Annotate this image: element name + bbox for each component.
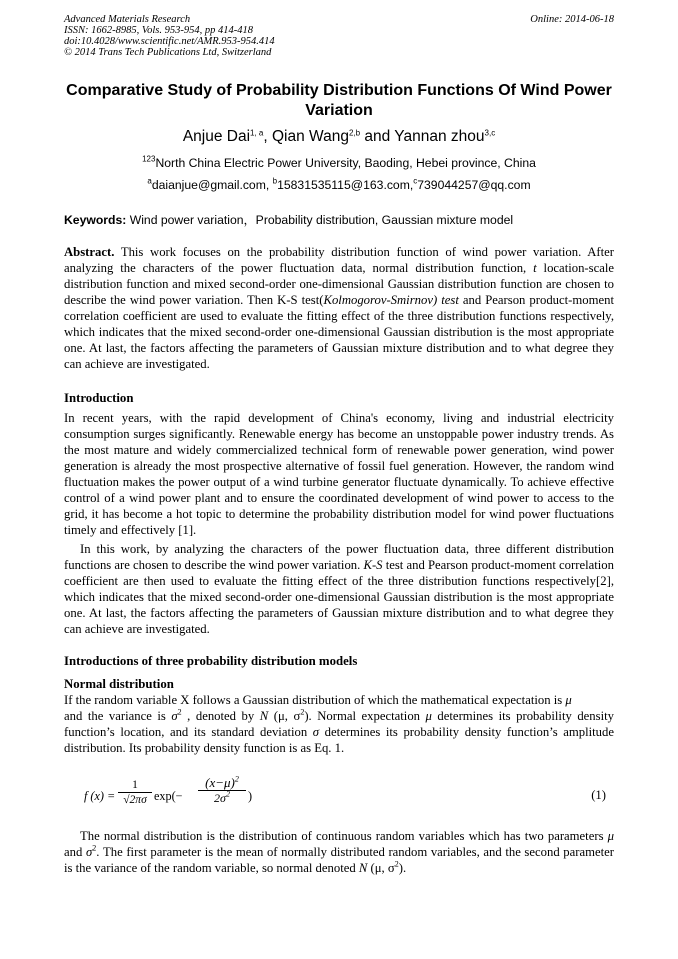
email-b-sup: b (272, 176, 278, 186)
n-close-2: ) (398, 861, 403, 875)
journal-copyright: © 2014 Trans Tech Publications Ltd, Switzerland (64, 47, 272, 58)
eq-close: ) (248, 789, 253, 803)
abstract-t: t (533, 261, 537, 275)
author-1-sup: 1, a (250, 128, 264, 138)
section2-heading: Introductions of three probability distribution models (64, 654, 358, 668)
nd-text-e: determines its probability density function’s location, and its standard deviation (64, 709, 614, 739)
author-3-sup: 3,c (484, 128, 496, 138)
n-symbol-2: N (358, 861, 368, 875)
eq-frac1-num: 1 (118, 779, 152, 793)
nd-text-f: determines its probability density function’s amplitude distribution. Its probability density function is as Eq. 1. (64, 725, 614, 755)
n-args-2: (μ, σ (367, 861, 395, 875)
n-args: (μ, σ (268, 709, 301, 723)
affiliation (60, 156, 618, 171)
journal-doi: doi:10.4028/www.scientific.net/AMR.953-954.414 (64, 36, 275, 47)
keywords-text: Wind power variation，Probability distribution, Gaussian mixture model (126, 213, 514, 227)
journal-issn: ISSN: 1662-8985, Vols. 953-954, pp 414-418 (64, 25, 253, 36)
nd-text-c: , denoted by (181, 709, 260, 723)
affiliation-sup: 123 (142, 154, 156, 164)
introduction-paragraph-2 (64, 541, 614, 637)
email-a-sup: a (147, 176, 152, 186)
email-b[interactable]: 15831535115@163.com, (277, 178, 414, 192)
author-3: Yannan zhou (394, 128, 485, 145)
keywords-label: Keywords: (64, 213, 127, 227)
abstract-text-2: location-scale distribution function and mixed second-order one-dimensional Gaussian distribution function are chosen to describe the wind power variation. Then K-S test( (64, 261, 615, 307)
email-line (60, 178, 618, 193)
journal-name: Advanced Materials Research (64, 14, 191, 25)
nd2-text-d: . (402, 861, 407, 875)
online-date: Online: 2014-06-18 (530, 14, 614, 25)
author-line: Anjue Dai$^{1, a}$, Qian Wang$^{2,b}$ and Yannan zhou$^{3,c}$ (182, 128, 496, 145)
abstract-text-1: This work focuses on the probability distribution function of wind power variation. After analyzing the characters of the power fluctuation data, normal distribution function, (64, 245, 614, 275)
introduction-heading: Introduction (64, 391, 134, 405)
eq-frac2-num-sup: 2 (234, 774, 239, 784)
abstract-label: Abstract. (64, 245, 115, 259)
abstract-ks: Kolmogorov-Smirnov) test (323, 293, 459, 307)
normal-distribution-paragraph (64, 692, 614, 756)
sigma-symbol: σ (171, 709, 178, 723)
abstract (64, 244, 614, 372)
mu-symbol-3: μ (607, 829, 614, 843)
paper-title: Comparative Study of Probability Distribution Functions Of Wind Power Variation (66, 82, 612, 119)
intro-p2-ks: K-S (363, 558, 383, 572)
affiliation-text: North China Electric Power University, Baoding, Hebei province, China (155, 156, 536, 170)
eq-frac2-den-sup: 2 (225, 789, 230, 799)
n-symbol: N (259, 709, 269, 723)
eq-lhs: f (x) = (84, 789, 116, 803)
normal-distribution-heading: Normal distribution (64, 677, 174, 691)
square-sup-3: 2 (92, 843, 97, 853)
author-2-sup: 2,b (348, 128, 361, 138)
eq-fraction-1 (118, 779, 152, 807)
eq-frac1-den: √2πσ (123, 794, 147, 806)
normal-distribution-paragraph-2 (64, 828, 614, 876)
nd-text-b: and the variance is (64, 709, 172, 723)
eq-frac2-num-text: (x−μ) (205, 775, 235, 790)
n-close: ) (304, 709, 309, 723)
author-2: Qian Wang (272, 128, 349, 145)
author-1: Anjue Dai (182, 128, 251, 145)
sigma-symbol-3: σ (85, 845, 93, 859)
nd2-text-b: and (64, 845, 86, 859)
eq-exp: exp(− (154, 789, 183, 803)
nd2-text-a: The normal distribution is the distribution of continuous random variables which has two parameters (80, 829, 608, 843)
equation-number: (1) (591, 788, 606, 802)
equation-1 (84, 774, 614, 815)
intro-p2-text-a: In this work, by analyzing the characters of the power fluctuation data, three different distribution functions are chosen to describe the wind power variation. (64, 542, 614, 572)
eq-frac2-den (198, 791, 246, 806)
keywords (64, 213, 614, 228)
mu-symbol: μ (565, 693, 572, 707)
nd-text-a: If the random variable X follows a Gaussian distribution of which the mathematical expectation is (64, 693, 566, 707)
eq-frac2-den-text: 2σ (214, 791, 226, 805)
email-a[interactable]: daianjue@gmail.com, (151, 178, 273, 192)
eq-fraction-2 (198, 775, 246, 806)
abstract-text-3: and Pearson product-moment correlation coefficient are used to evaluate the fitting effect of the three distribution functions respectively, which indicates that the mixed second-order one-dimensional Gaussian distribution is the most appropriate one. At last, the factors affecting the parameters of Gaussian mixture distribution and to what degree they can achieve are investigated. (64, 293, 614, 371)
square-sup: 2 (177, 707, 182, 717)
nd-text-d: . Normal expectation (308, 709, 426, 723)
email-c-sup: c (413, 176, 418, 186)
eq-frac2-num (198, 775, 246, 791)
introduction-paragraph-1: In recent years, with the rapid development of China's economy, living and industrial electricity consumption surges significantly. Renewable energy has become an unstoppable power industry trends. As the most mature and widely commercialized technical form of renewable power generation, wind power generation is already the most prospective alternative of fossil fuel generation. However, the random wind fluctuation makes the power output of a wind turbine generator fluctuate dynamically. To achieve effective control of a wind power plant and to ensure the coordinated development of wind power to access to the grid, it has become a hot topic to determine the probability distribution model for wind power fluctuations timely and effectively [1]. (64, 411, 614, 537)
journal-header (64, 14, 275, 58)
intro-p2-text-b: test and Pearson product-moment correlation coefficient are then used to evaluate the fitting effect of the three distribution functions respectively[2], which indicates that the mixed second-order one-dimensional Gaussian distribution is the most appropriate one. At last, the factors affecting the parameters of Gaussian mixture distribution and to what degree they can achieve are investigated. (64, 558, 614, 636)
sigma-symbol-2: σ (312, 725, 320, 739)
square-sup-2: 2 (300, 707, 305, 717)
mu-symbol-2: μ (425, 709, 432, 723)
square-sup-4: 2 (394, 859, 399, 869)
email-c[interactable]: 739044257@qq.com (417, 178, 531, 192)
nd2-text-c: . The first parameter is the mean of normally distributed random variables, and the second parameter is the variance of the random variable, so normal denoted (64, 845, 614, 875)
